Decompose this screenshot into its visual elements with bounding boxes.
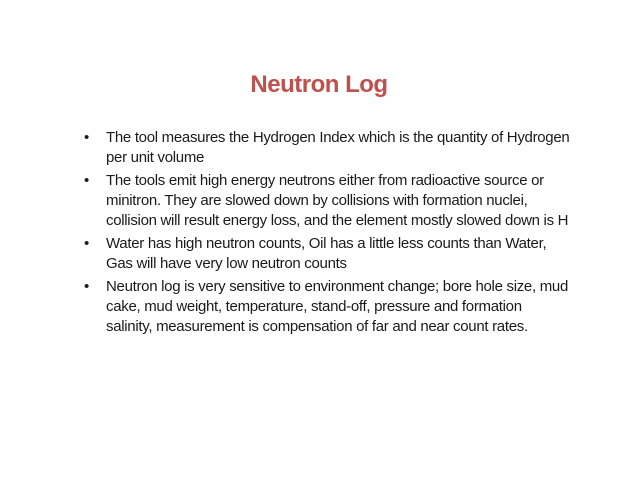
bullet-text: Water has high neutron counts, Oil has a little less counts than Water, Gas will have very low neutron counts xyxy=(106,235,547,272)
bullet-item xyxy=(80,277,570,337)
bullet-text: The tool measures the Hydrogen Index which is the quantity of Hydrogen per unit volume xyxy=(106,129,570,166)
bullet-dot-icon: • xyxy=(84,129,89,146)
bullet-dot-icon: • xyxy=(84,278,89,295)
bullet-list xyxy=(80,128,570,340)
bullet-dot-icon: • xyxy=(84,235,89,252)
bullet-dot-icon: • xyxy=(84,172,89,189)
bullet-text: Neutron log is very sensitive to environment change; bore hole size, mud cake, mud weight, temperature, stand-off, pressure and formation salinity, measurement is compensation of far and near count rates. xyxy=(106,278,568,335)
bullet-text: The tools emit high energy neutrons either from radioactive source or minitron. They are slowed down by collisions with formation nuclei, collision will result energy loss, and the element mostly slowed down is H xyxy=(106,172,569,229)
bullet-item xyxy=(80,234,570,274)
slide-title: Neutron Log xyxy=(250,71,388,98)
bullet-item xyxy=(80,171,570,231)
bullet-item xyxy=(80,128,570,168)
